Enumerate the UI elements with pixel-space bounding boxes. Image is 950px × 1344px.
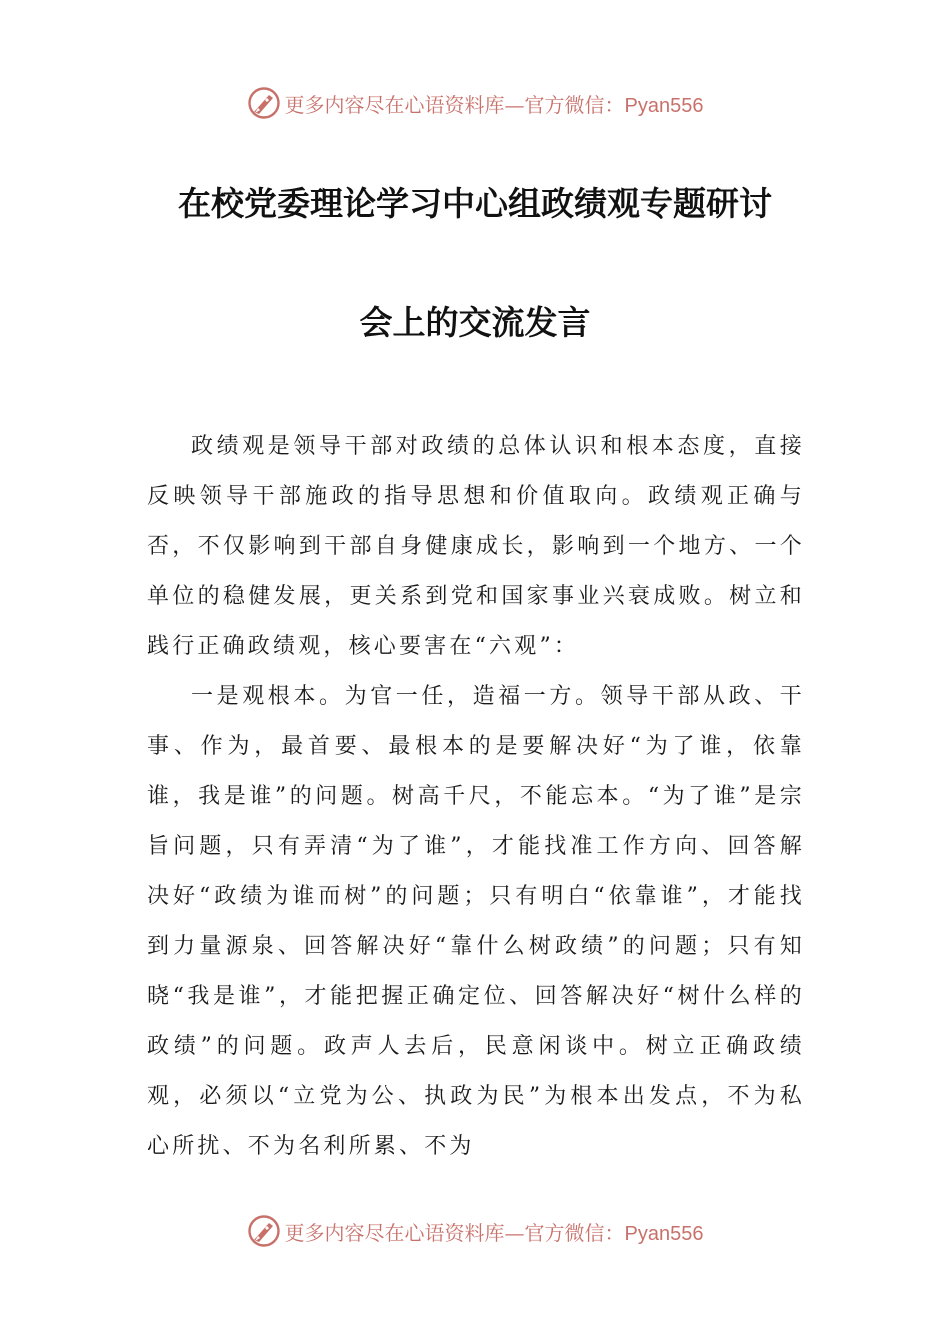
body-paragraph-1: 政绩观是领导干部对政绩的总体认识和根本态度，直接反映领导干部施政的指导思想和价值取向。政绩观正确与否，不仅影响到干部自身健康成长，影响到一个地方、一个单位的稳健发展，更关系到党和国家事业兴衰成败。树立和践行正确政绩观，核心要害在“六观”： [147, 434, 805, 659]
pen-nib-logo-icon [247, 1214, 281, 1248]
document-title-line1: 在校党委理论学习中心组政绩观专题研讨 [178, 184, 772, 223]
watermark-banner-top [0, 83, 950, 123]
document-body [147, 422, 805, 1172]
watermark-site-name: 更多内容尽在心语资料库 [284, 92, 505, 117]
watermark-contact-label: 官方微信： [524, 1220, 625, 1245]
pen-nib-logo-icon [247, 86, 281, 120]
watermark-text [285, 1217, 704, 1246]
document-title-line2: 会上的交流发言 [359, 303, 591, 342]
watermark-banner-bottom [0, 1211, 950, 1251]
watermark-site-name: 更多内容尽在心语资料库 [284, 1220, 505, 1245]
body-paragraph-2: 一是观根本。为官一任，造福一方。领导干部从政、干事、作为，最首要、最根本的是要解决好“为了谁，依靠谁，我是谁”的问题。树高千尺，不能忘本。“为了谁”是宗旨问题，只有弄清“为了谁”，才能找准工作方向、回答解决好“政绩为谁而树”的问题；只有明白“依靠谁”，才能找到力量源泉、回答解决好“靠什么树政绩”的问题；只有知晓“我是谁”，才能把握正确定位、回答解决好“树什么样的政绩”的问题。政声人去后，民意闲谈中。树立正确政绩观，必须以“立党为公、执政为民”为根本出发点，不为私心所扰、不为名利所累、不为 [147, 684, 805, 1159]
watermark-separator: — [504, 92, 525, 117]
watermark-text [285, 89, 704, 118]
watermark-contact-id: Pyan556 [624, 94, 704, 117]
watermark-contact-id: Pyan556 [624, 1222, 704, 1245]
watermark-separator: — [504, 1220, 525, 1245]
watermark-contact-label: 官方微信： [524, 92, 625, 117]
